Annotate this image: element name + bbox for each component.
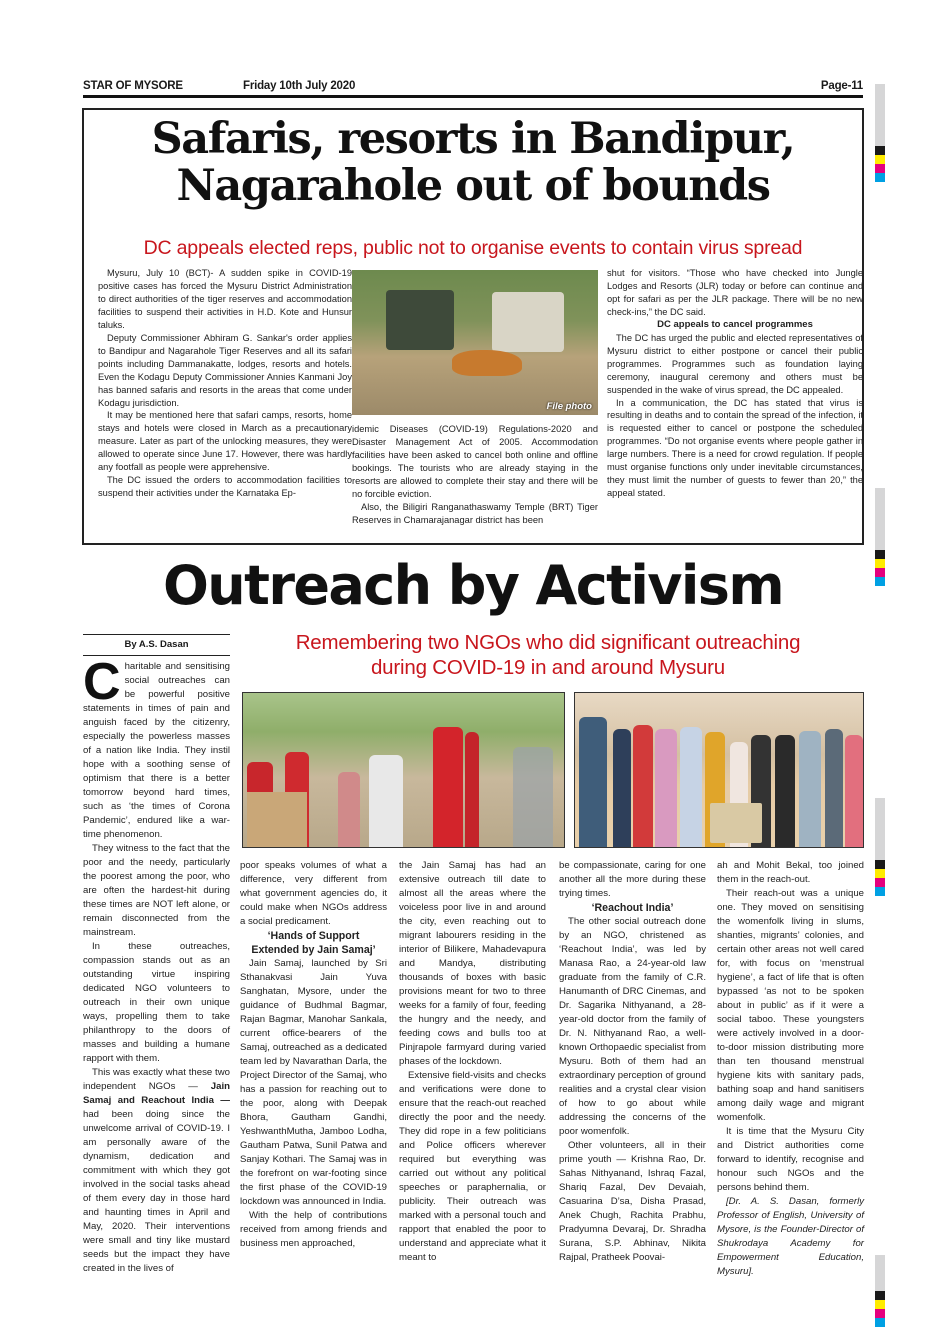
story2-headline: Outreach by Activism — [162, 554, 783, 617]
tiger-safari-photo — [352, 270, 598, 415]
story1-headline — [84, 116, 862, 210]
color-registration-bar — [875, 84, 885, 182]
paragraph: It may be mentioned here that safari camps, resorts, home stays and hotels were closed in March as a precautionary measure. Later as part of the unlocking measures, they were allowed to operate since June 17. However, there was hardly any footfall as people were apprehensive. — [98, 410, 352, 473]
color-registration-bar — [875, 798, 885, 896]
story2-column-2 — [240, 859, 387, 1251]
story2-column-1 — [83, 653, 230, 1276]
paragraph: be compassionate, caring for one another all the more during these trying times. — [559, 860, 706, 899]
paragraph: haritable and sensitising social outreaches can be powerful positive statements in times of pain and anguish faced by the citizenry, especially the powerless masses of a nation like India. They instil hope with a soothing sense of optimism that there is a better tomorrow beyond hard times, such as ‘the times of Corona Pandemic’, endured like a war-time phenomenon. — [83, 661, 230, 840]
box-shape — [710, 803, 762, 843]
color-registration-bar — [875, 488, 885, 586]
paragraph: Mysuru, July 10 (BCT)- A sudden spike in COVID-19 positive cases has forced the Mysuru District Administration to direct authorities of the tiger reserves and accommodation facilities to suspend their activities in H.D. Kote and Hunsur taluks. — [98, 268, 352, 330]
person-shape — [655, 729, 677, 847]
person-shape — [799, 731, 821, 847]
text-run: had been doing since the unwelcome arrival of COVID-19. I am personally aware of the dynamism, dedication and commitment with which they got involved in the social tasks ahead of them every day in those hard and haunting times in April and May, 2020. Their interventions were small and tiny like mustard seeds but the impact they have created in the lives of — [83, 1109, 230, 1274]
issue-date: Friday 10th July 2020 — [243, 80, 356, 92]
story2-column-3 — [399, 859, 546, 1265]
story2-column-5 — [717, 859, 864, 1279]
jeep-shape — [492, 292, 564, 352]
paragraph: The DC has urged the public and elected representatives of Mysuru district to either postpone or cancel their public programmes. Programmes such as foundation laying ceremony, inaugural ceremony and others must be suspended in the wake of virus spread, the DC appealed. — [607, 332, 863, 395]
tiger-shape — [452, 350, 522, 376]
person-shape — [369, 755, 403, 847]
boxes-shape — [247, 792, 307, 847]
story-safaris-box — [82, 108, 864, 545]
paragraph: In a communication, the DC has stated that virus is resulting in deaths and to contain the spread of the infection, it is requested either to cancel or postpone the scheduled programmes. “Do not organise events where people gather in large numbers. There is a need for crowd regulation. If people must organise functions only under inevitable circumstances, they must limit the number of guests to fewer than 20,” the appeal stated. — [607, 397, 863, 499]
jeep-shape — [386, 290, 454, 350]
story1-subhead: DC appeals elected reps, public not to organise events to contain virus spread — [143, 237, 803, 259]
person-shape — [845, 735, 863, 847]
paragraph: shut for visitors. “Those who have checked into Jungle Lodges and Resorts (JLR) today or before can continue and opt for safari as per the JLR package. There will be no new check-ins,” the DC said. — [607, 268, 863, 317]
story1-column-2 — [352, 423, 598, 527]
byline: By A.S. Dasan — [83, 634, 230, 656]
heading-line: Extended by Jain Samaj’ — [251, 944, 376, 956]
heading-line: ‘Hands of Support — [267, 930, 360, 942]
paragraph — [83, 1066, 230, 1276]
page-number: Page-11 — [820, 80, 863, 92]
paragraph: With the help of contributions received from among friends and business men approached, — [240, 1210, 387, 1249]
headline-line: Nagarahole out of bounds — [176, 161, 770, 211]
person-shape — [775, 735, 795, 847]
person-shape — [633, 725, 653, 847]
paragraph: poor speaks volumes of what a difference, very different from what government agencies do, it could make when NGOs address a social predicament. — [240, 860, 387, 927]
paragraph: Extensive field-visits and checks and verifications were done to ensure that the reach-out reached directly the poor and the needy. They did rope in a few politicians and Police officers wherever required but everything was carried out without any political speeches or paraphernalia, or publicity. Their outreach was marked with a personal touch and rapport that enabled the poor to understand and appreciate what it meant to — [399, 1070, 546, 1263]
paragraph: It is time that the Mysuru City and District authorities come forward to identify, recognise and honour such NGOs and the persons behind them. — [717, 1126, 864, 1193]
paragraph: the Jain Samaj has had an extensive outreach till date to almost all the areas where the voiceless poor live in and around the city, even reaching out to migrant labourers residing in the interior of Bilikere, Mahadevapura and Mandya, distributing thousands of boxes with basic provisions meant for two to three weeks for a family of four, feeding the hungry and the needy, and feeding cows and bulls too at Pinjrapole farmyard during varied phases of the lockdown. — [399, 860, 546, 1067]
paragraph: Their reach-out was a unique one. They moved on sensitising the womenfolk living in slums, shanties, migrants’ colonies, and certain other areas not well cared for, with focus on ‘menstrual hygiene’, a fact of life that is often bypassed ‘as not to be spoken about in public’ as if it were a social taboo. These youngsters were actively involved in a door-to-door mission distributing more than ten thousand menstrual hygiene kits with sanitary pads, bathing soap and hand sanitisers among daily wage and migrant womenfolk. — [717, 888, 864, 1123]
paragraph: They witness to the fact that the poor and the needy, particularly the poorest among the poor, who are often the hardest-hit during these times are NOT left alone, or remain disconnected from the mainstream. — [83, 843, 230, 938]
queue-shape — [513, 747, 553, 847]
paragraph: Other volunteers, all in their prime youth — Krishna Rao, Dr. Sahas Nithyanand, Ishraq Fazal, Shariq Fazal, Dev Devaiah, Casuarina D’sa, Disha Prasad, Anek Chugh, Rachita Prabhu, Pradyumna Devaraj, Dr. Shradha Surana, S.P. Abhinav, Nikita Rajpal, Pratheek Poovai- — [559, 1140, 706, 1263]
section-heading — [240, 929, 387, 957]
jain-samaj-distribution-photo — [242, 692, 565, 848]
paper-name: STAR OF MYSORE — [83, 80, 183, 92]
paragraph: The other social outreach done by an NGO, christened as ‘Reachout India’, was led by Manasa Rao, a 24-year-old law graduate from the family of C.R. Hanumanth of DRC Cinemas, and Dr. Sagarika Nithyanand, a 28-year-old doctor from the family of Dr. N. Nithyanand Rao, a well-known Orthopaedic specialist from Mysuru. Both of them had an extraordinary perception of ground realities and a crystal clear vision of how to go about while addressing the concerns of the poor womenfolk. — [559, 916, 706, 1137]
story1-column-1 — [98, 267, 352, 500]
subhead-line: during COVID-19 in and around Mysuru — [370, 656, 725, 679]
headline-line: Safaris, resorts in Bandipur, — [151, 114, 795, 164]
author-bio: [Dr. A. S. Dasan, formerly Professor of English, University of Mysore, is the Founder-Director of Shukrodaya Academy for Empowerment Education, Mysuru]. — [717, 1196, 864, 1277]
story1-column-3 — [607, 267, 863, 500]
section-heading: DC appeals to cancel programmes — [657, 318, 813, 330]
drop-cap: C — [83, 653, 121, 711]
person-shape — [338, 772, 360, 847]
story2-subhead — [232, 630, 864, 680]
photo-caption: File photo — [546, 401, 592, 412]
person-shape — [825, 729, 843, 847]
paragraph: Jain Samaj, launched by Sri Sthanakvasi Jain Yuva Sanghatan, Mysore, under the guidance of Budhmal Bagmar, Rajan Bagmar, Manohar Sankala, current office-bearers of the Samaj, outreached as a dedicated team led by Navarathan Darla, the Project Director of the Samaj, who has a passion for reaching out to the poor, along with Deepak Bhora, Gautham Gandhi, YeshwanthMutha, Jamboo Lodha, Gautham Patwa, Sunil Patwa and Sanjay Kothari. The Samaj was in the forefront on war-footing since the first phase of the COVID-19 lockdown was announced in India. — [240, 958, 387, 1207]
person-shape — [465, 732, 479, 847]
color-registration-bar — [875, 1255, 885, 1327]
paragraph: The DC issued the orders to accommodation facilities to suspend their activities under the Karnataka Ep- — [98, 475, 352, 499]
subhead-line: Remembering two NGOs who did significant outreaching — [295, 631, 801, 654]
masthead — [83, 80, 863, 98]
section-heading: ‘Reachout India’ — [591, 902, 674, 914]
ngo-names-bold: Jain Samaj and Reachout India — — [83, 1081, 230, 1106]
text-run: This was exactly what these two independent NGOs — — [83, 1067, 230, 1092]
paragraph: idemic Diseases (COVID-19) Regulations-2020 and Disaster Management Act of 2005. Accommodation facilities have been asked to cancel both online and offline bookings. The tourists who are already staying in the resorts are allowed to complete their stay and there will be no forcible eviction. — [352, 424, 598, 499]
person-shape — [680, 727, 702, 847]
person-shape — [579, 717, 607, 847]
paragraph: Also, the Biligiri Ranganathaswamy Temple (BRT) Tiger Reserves in Chamarajanagar district has been — [352, 501, 598, 525]
paragraph: ah and Mohit Bekal, too joined them in the reach-out. — [717, 860, 864, 885]
paragraph: Deputy Commissioner Abhiram G. Sankar's order applies to Bandipur and Nagarahole Tiger Reserves and all its safari points including Dammanakatte, lodges, resorts and hotels. Even the Kodagu Deputy Commissioner Annies Kanmani Joy has banned safaris and resorts in the areas that come under Kodagu jurisdiction. — [98, 332, 352, 408]
reachout-india-volunteers-photo — [574, 692, 864, 848]
person-shape — [433, 727, 463, 847]
person-shape — [613, 729, 631, 847]
paragraph: In these outreaches, compassion stands out as an outstanding virtue inspiring dedicated NGO volunteers to outreach in their own unique ways, propelling them to take philanthropy to the doors of masses and building a humane rapport with them. — [83, 941, 230, 1064]
story2-column-4 — [559, 859, 706, 1265]
